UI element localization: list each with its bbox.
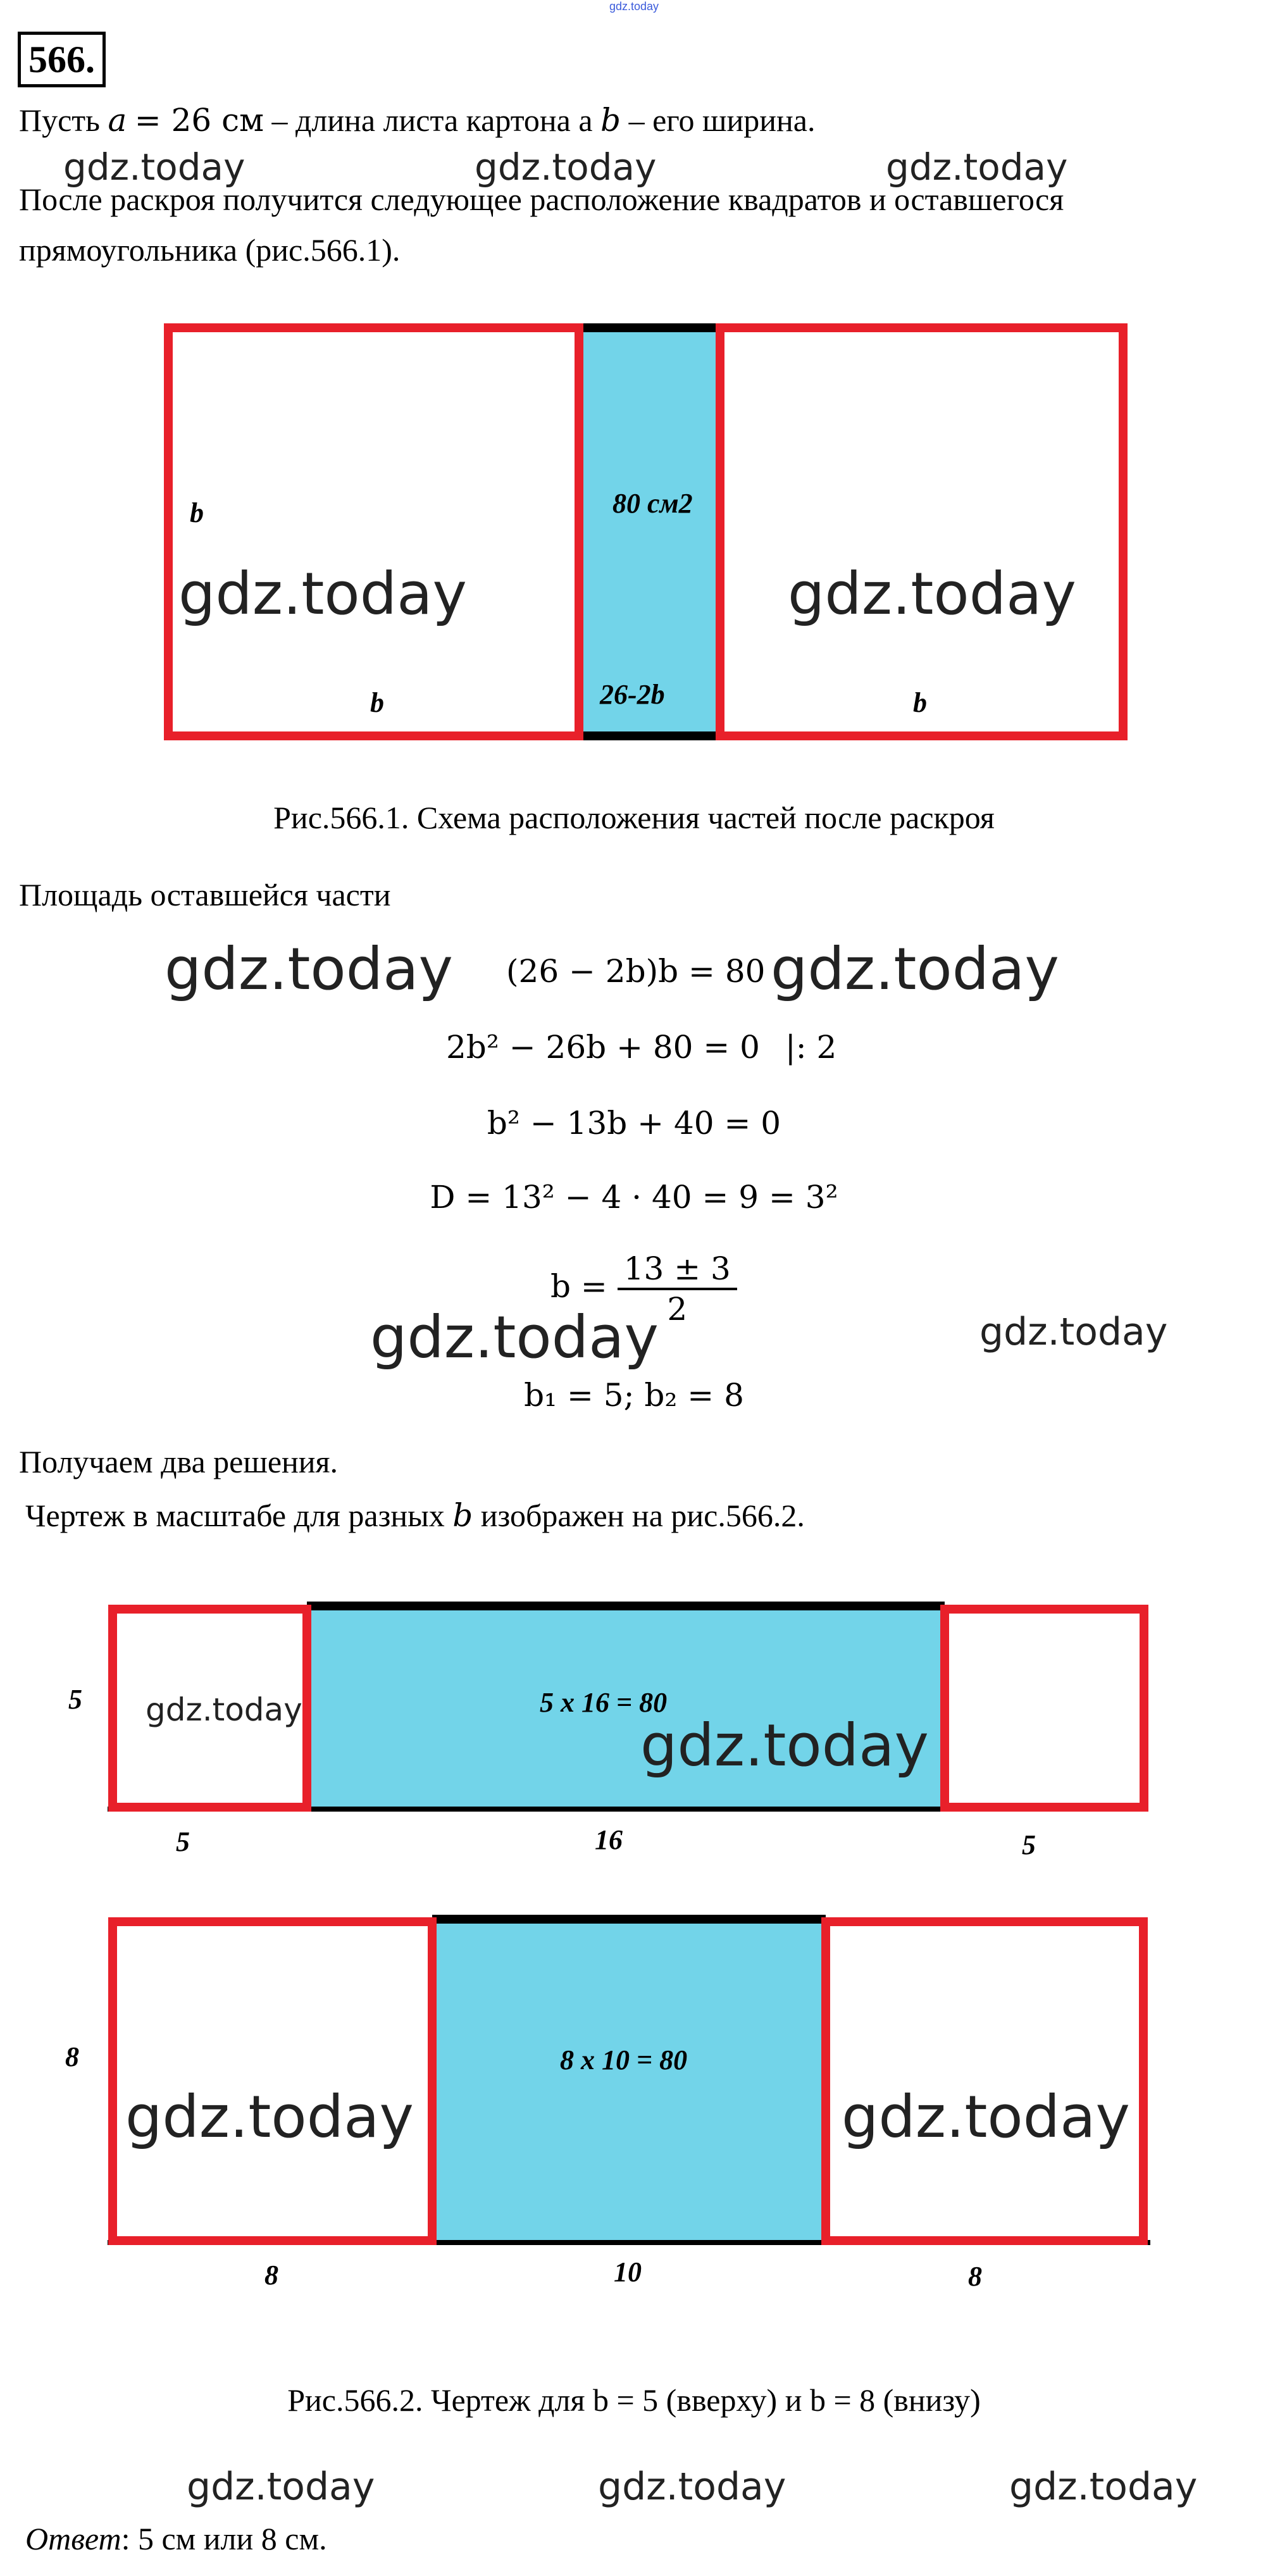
- top-right-label: 5: [1022, 1829, 1036, 1860]
- intro-eq: = 26 см: [134, 102, 264, 139]
- intro-mid: – длина листа картона а: [271, 103, 593, 138]
- bottom-left-square: [113, 1922, 432, 2241]
- two-solutions-text: Получаем два решения.: [19, 1444, 339, 1479]
- scale-text-end: изображен на рис.566.2.: [480, 1498, 805, 1533]
- task-number: 566.: [18, 32, 106, 87]
- equation-2-divide: |: 2: [785, 1029, 837, 1066]
- right-square-label: b: [913, 687, 927, 718]
- bottom-right-label: 8: [968, 2261, 982, 2292]
- watermark: gdz.today: [125, 2083, 414, 2151]
- top-left-label: 5: [176, 1826, 190, 1857]
- equation-5-left: b =: [550, 1268, 607, 1305]
- bottom-left-label: 8: [264, 2260, 278, 2291]
- equation-4: D = 13² − 4 · 40 = 9 = 3²: [430, 1179, 838, 1216]
- bottom-remaining-rectangle: [432, 1919, 826, 2241]
- watermark: gdz.today: [178, 560, 467, 628]
- square-bottom-label: b: [370, 687, 384, 718]
- scale-text: [25, 1496, 805, 1534]
- watermark: gdz.today: [63, 146, 246, 189]
- figure-1-diagram: [0, 0, 1268, 759]
- intro-line-2: После раскроя получится следующее расположение квадратов и оставшегося: [19, 182, 1064, 217]
- answer-text: : 5 см или 8 см.: [121, 2521, 327, 2556]
- watermark: gdz.today: [475, 146, 657, 189]
- equation-6: b₁ = 5; b₂ = 8: [524, 1377, 744, 1414]
- fraction-numerator: 13 ± 3: [618, 1250, 737, 1290]
- figure-2-caption: Рис.566.2. Чертеж для b = 5 (вверху) и b = 8 (внизу): [287, 2382, 981, 2418]
- fraction-denominator: 2: [667, 1291, 688, 1328]
- top-side-label: 5: [68, 1684, 82, 1715]
- equation-2: [446, 1028, 836, 1066]
- watermark: gdz.today: [842, 2083, 1130, 2151]
- bottom-side-label: 8: [65, 2041, 79, 2072]
- bottom-right-square: [826, 1922, 1143, 2241]
- watermark: gdz.today: [886, 146, 1068, 189]
- remaining-rectangle: [579, 328, 718, 736]
- figure-1-caption: Рис.566.1. Схема расположения частей после раскроя: [273, 800, 995, 835]
- watermark: gdz.today: [640, 1712, 929, 1779]
- right-square: [720, 328, 1123, 736]
- intro-line-3: прямоугольника (рис.566.1).: [19, 232, 401, 268]
- middle-area-label: 80 см2: [612, 488, 693, 519]
- equation-1: (26 − 2b)b = 80: [506, 953, 766, 990]
- watermark: gdz.today: [979, 1310, 1168, 1354]
- intro-start: Пусть: [19, 103, 100, 138]
- var-b: b: [600, 102, 621, 139]
- bottom-middle-label: 10: [614, 2256, 642, 2287]
- var-a: a: [108, 102, 127, 139]
- answer-label: Ответ: [25, 2521, 121, 2556]
- watermark: gdz.today: [598, 2465, 786, 2509]
- watermark: gdz.today: [165, 935, 453, 1003]
- top-area-label: 5 x 16 = 80: [540, 1687, 668, 1718]
- watermark: gdz.today: [1009, 2465, 1198, 2509]
- watermark: gdz.today: [146, 1691, 302, 1728]
- left-square: [168, 328, 579, 736]
- watermark: gdz.today: [788, 560, 1076, 628]
- watermark: gdz.today: [370, 1304, 659, 1371]
- square-side-label: b: [190, 497, 204, 528]
- top-middle-label: 16: [595, 1824, 623, 1855]
- watermark: gdz.today: [771, 935, 1059, 1003]
- equation-3: b² − 13b + 40 = 0: [487, 1105, 781, 1142]
- answer: [25, 2520, 327, 2558]
- scale-text-var: b: [452, 1497, 473, 1534]
- site-mark: gdz.today: [609, 0, 659, 13]
- intro-end: – его ширина.: [628, 103, 816, 138]
- bottom-area-label: 8 x 10 = 80: [560, 2044, 688, 2075]
- middle-width-label: 26-2b: [600, 679, 665, 710]
- top-right-square: [945, 1609, 1144, 1807]
- equation-2-left: 2b² − 26b + 80 = 0: [446, 1029, 760, 1066]
- area-text: Площадь оставшейся части: [19, 877, 391, 912]
- watermark: gdz.today: [187, 2465, 375, 2509]
- scale-text-start: Чертеж в масштабе для разных: [25, 1498, 445, 1533]
